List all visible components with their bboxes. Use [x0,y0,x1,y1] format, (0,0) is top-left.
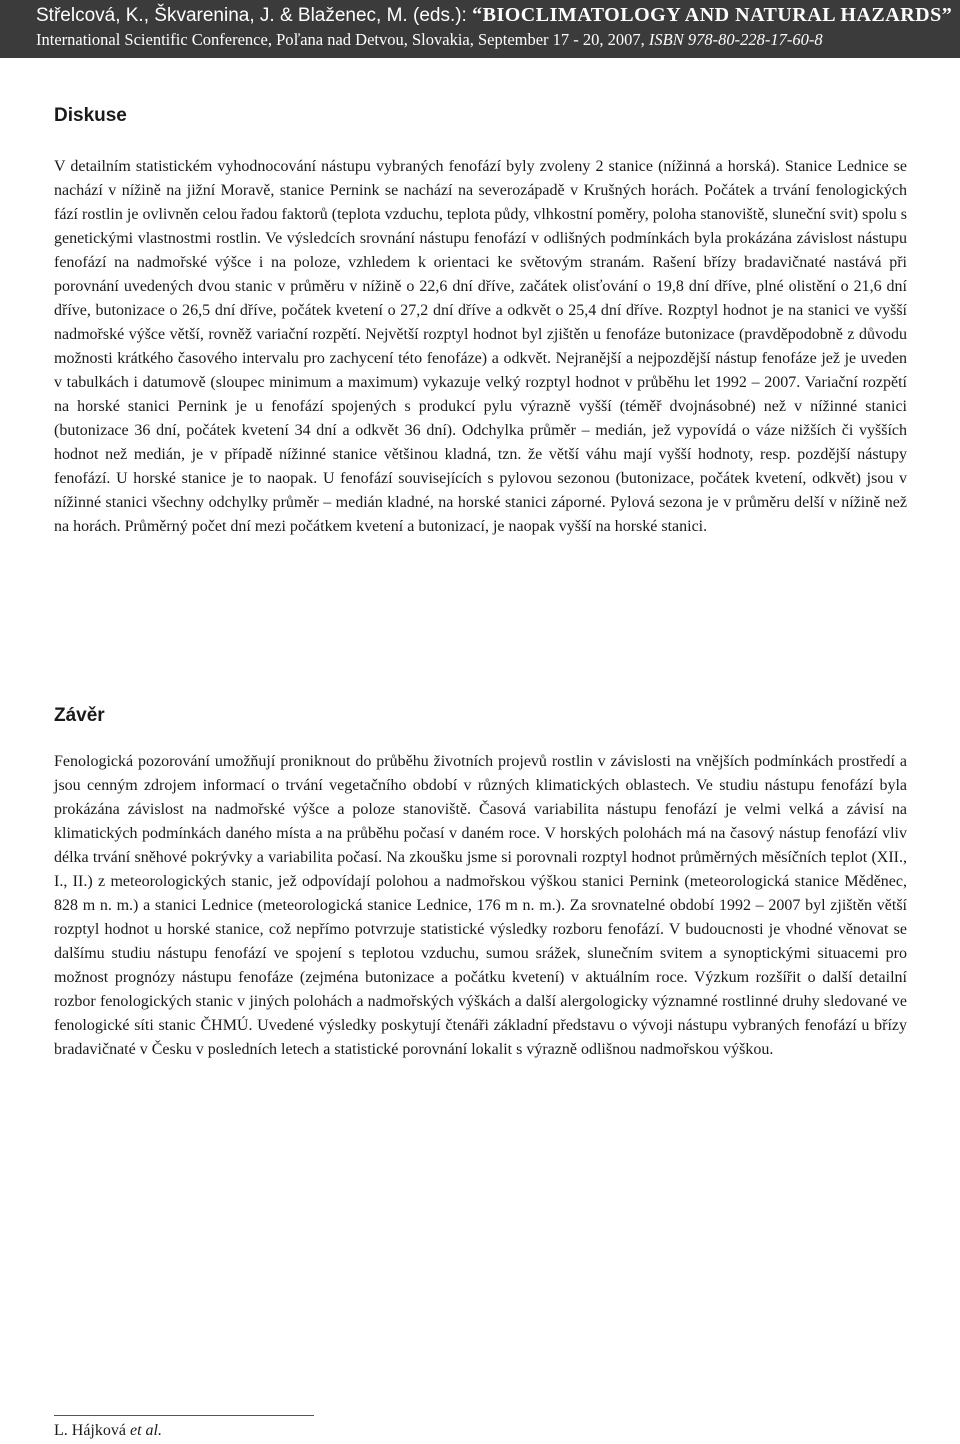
section-heading-diskuse: Diskuse [54,105,127,126]
footer-author-suffix: et al. [129,1422,162,1439]
footer-rule [54,1415,314,1416]
header-editors: Střelcová, K., Škvarenina, J. & Blaženec, M. (eds.): [36,5,473,26]
header-editors-line [36,2,953,29]
header-conference-title: “BIOCLIMATOLOGY AND NATURAL HAZARDS” [472,4,953,26]
header-conference-line [36,29,936,51]
header-isbn: ISBN 978-80-228-17-60-8 [648,30,823,49]
header-conference-info: International Scientific Conference, Poľana nad Detvou, Slovakia, September 17 - 20, 2007, [36,30,649,49]
footer-author [54,1421,162,1441]
footer-author-name: L. Hájková [54,1422,130,1439]
paragraph-diskuse: V detailním statistickém vyhodnocování nástupu vybraných fenofází byly zvoleny 2 stanice (nížinná a horská). Stanice Lednice se nachází v nížině na jižní Moravě, stanice Pernink se nachází na severozápadě v Krušných horách. Počátek a trvání fenologických fází rostlin je ovlivněn celou řadou faktorů (teplota vzduchu, teplota půdy, vlhkostní poměry, poloha stanoviště, sluneční svit) spolu s genetickými vlastnostmi rostlin. Ve výsledcích srovnání nástupu fenofází v odlišných podmínkách byla prokázána závislost nástupu fenofází na nadmořské výšce i na poloze, vzhledem k orientaci ke světovým stranám. Rašení břízy bradavičnaté nastává při porovnání uvedených dvou stanic v průměru v nížině o 22,6 dní dříve, začátek olisťování o 19,8 dní dříve, plné olistění o 21,6 dní dříve, butonizace o 26,5 dní dříve, počátek kvetení o 27,2 dní dříve a odkvět o 25,4 dní dříve. Rozptyl hodnot je na stanici ve vyšší nadmořské výšce větší, rovněž variační rozpětí. Největší rozptyl hodnot byl zjištěn u fenofáze butonizace (pravděpodobně z důvodu možnosti krátkého časového intervalu pro zachycení této fenofáze) a odkvět. Nejranější a nejpozdější nástup fenofáze jež je uveden v tabulkách i datumově (sloupec minimum a maximum) vykazuje velký rozptyl hodnot v průběhu let 1992 – 2007. Variační rozpětí na horské stanici Pernink je u fenofází spojených s produkcí pylu výrazně vyšší (téměř dvojnásobné) než v nížinné stanici (butonizace 36 dní, počátek kvetení 34 dní a odkvět 36 dní). Odchylka průměr – medián, jež vypovídá o váze nižších či vyšších hodnot než medián, je v případě nížinné stanice většinou kladná, tzn. že větší váhu mají vyšší hodnoty, resp. pozdější nástupy fenofází. U horské stanice je to naopak. U fenofází souvisejících s pylovou sezonou (butonizace, počátek kvetení, odkvět) jsou v nížinné stanici všechny odchylky průměr – medián kladné, na horské stanici záporné. Pylová sezona je v průměru delší v nížině než na horách. Průměrný počet dní mezi počátkem kvetení a butonizací, je naopak vyšší na horské stanici. [54,158,907,535]
paragraph-zaver: Fenologická pozorování umožňují proniknout do průběhu životních projevů rostlin v závislosti na vnějších podmínkách prostředí a jsou cenným zdrojem informací o trvání vegetačního období v různých klimatických oblastech. Ve studiu nástupu fenofází byla prokázána závislost na nadmořské výšce a poloze stanoviště. Časová variabilita nástupu fenofází je velmi velká a závisí na klimatických podmínkách daného místa a na průběhu počasí v daném roce. V horských polohách má na časový nástup fenofází vliv délka trvání sněhové pokrývky a variabilita počasí. Na zkoušku jsme si porovnali rozptyl hodnot průměrných měsíčních teplot (XII., I., II.) z meteorologických stanic, jež odpovídají polohou a nadmořskou výškou stanici Pernink (meteorologická stanice Měděnec, 828 m n. m.) a stanici Lednice (meteorologická stanice Lednice, 176 m n. m.). Za srovnatelné období 1992 – 2007 byl zjištěn větší rozptyl hodnot u horské stanice, což nepřímo potvrzuje statistické výsledky rozboru fenofází. V budoucnosti je vhodné věnovat se dalšímu studiu nástupu fenofází ve spojení s teplotou vzduchu, sumou srážek, slunečním svitem a synoptickými situacemi pro možnost prognózy nástupu fenofáze (zejména butonizace a počátku kvetení) v aktuálním roce. Výzkum rozšířit o další detailní rozbor fenologických stanic v jiných polohách a nadmořských výškách a další alergologicky významné rostlinné druhy sledované ve fenologické síti stanic ČHMÚ. Uvedené výsledky poskytují čtenáři základní představu o vývoji nástupu vybraných fenofází u břízy bradavičnaté v Česku v posledních letech a statistické porovnání lokalit s výrazně odlišnou nadmořskou výškou. [54,753,907,1058]
page-header [0,0,960,58]
section-heading-zaver: Závěr [54,705,105,726]
